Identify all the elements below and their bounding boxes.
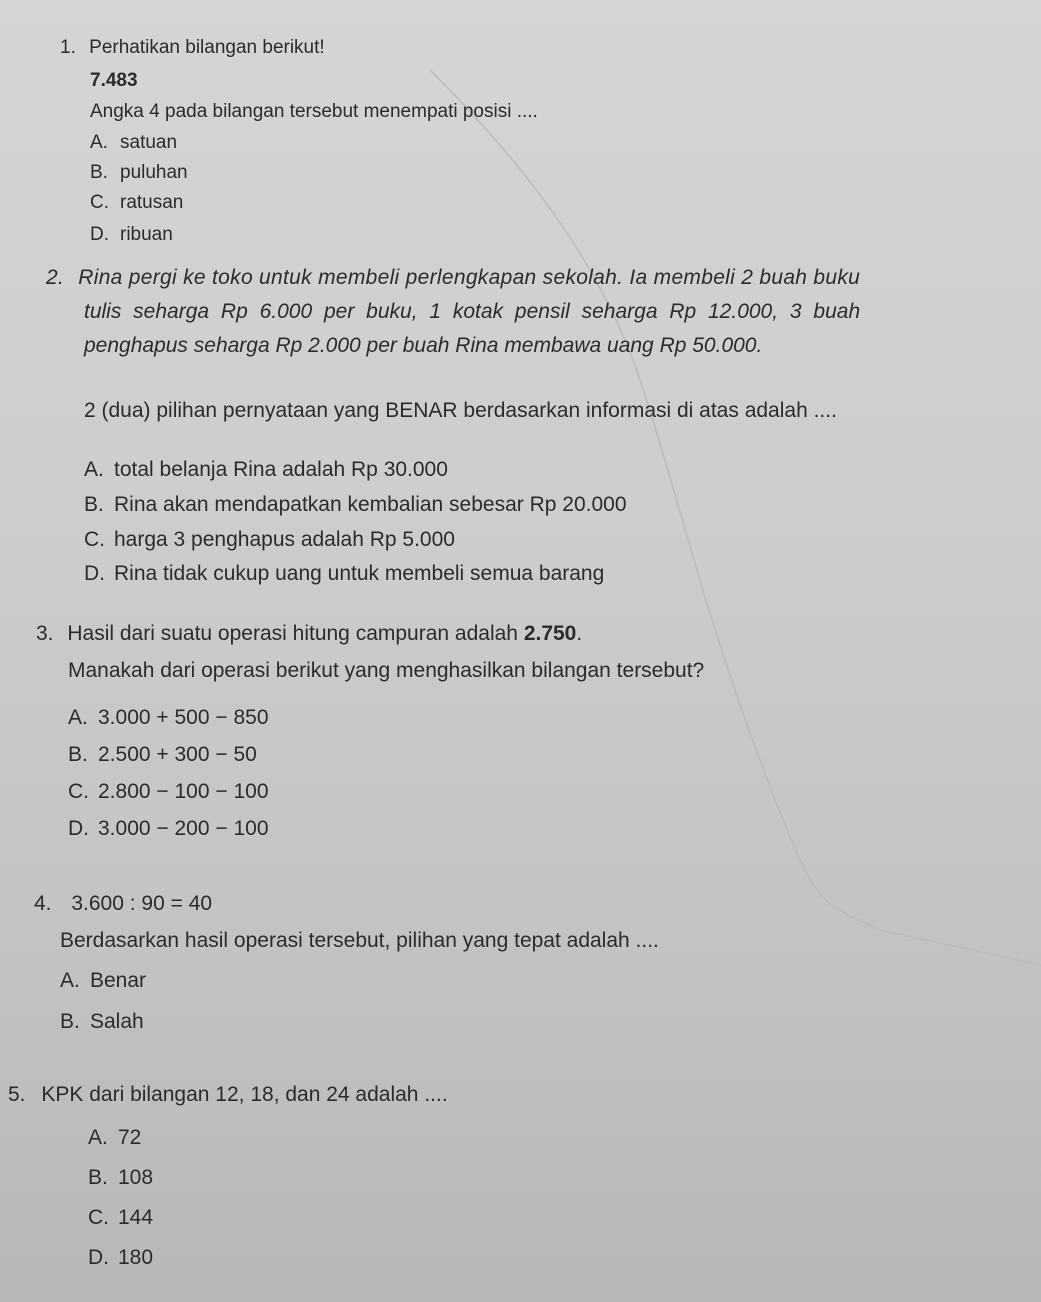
option-letter: C. [88,1206,109,1229]
option-letter: D. [84,562,105,585]
option-text: 144 [118,1206,154,1229]
option-text: 72 [118,1126,142,1149]
option-text: 3.000 + 500 − 850 [98,706,269,729]
option-letter: A. [84,458,104,481]
option-text: 2.500 + 300 − 50 [98,743,257,766]
option-text: 108 [118,1166,154,1189]
question-2-option-c [84,528,455,552]
option-text: Salah [90,1010,144,1033]
option-letter: D. [88,1246,109,1269]
question-1-header [60,37,325,59]
question-1-number: 1. [60,37,76,58]
question-1-option-c [90,192,183,214]
option-text: Benar [90,969,147,992]
question-2-option-b [84,493,627,517]
question-2-option-d [84,562,604,586]
question-3-option-c [68,780,269,804]
question-1-option-a [90,132,177,154]
option-text: Rina tidak cukup uang untuk membeli semua barang [114,562,605,585]
option-letter: A. [90,132,108,153]
option-letter: B. [60,1010,80,1033]
option-letter: B. [84,493,104,516]
option-letter: A. [68,706,88,729]
option-letter: D. [68,817,89,840]
question-3-number: 3. [36,622,54,645]
question-5-option-c [88,1206,153,1230]
option-text: 2.800 − 100 − 100 [98,780,269,803]
question-4-question: Berdasarkan hasil operasi tersebut, pilihan yang tepat adalah .... [60,929,659,952]
option-letter: D. [90,224,109,245]
question-4-option-b [60,1010,144,1034]
option-text: total belanja Rina adalah Rp 30.000 [114,458,448,481]
question-2-text-line-1: 2. Rina pergi ke toko untuk membeli perlengkapan sekolah. Ia membeli 2 buah buku [46,266,861,289]
option-letter: A. [88,1126,108,1149]
question-2-text-line-2: tulis seharga Rp 6.000 per buku, 1 kotak pensil seharga Rp 12.000, 3 buah [84,300,861,323]
option-text: satuan [120,132,178,153]
option-letter: B. [68,743,88,766]
option-letter: C. [84,528,105,551]
question-4-number: 4. [34,892,52,915]
option-letter: A. [60,969,80,992]
option-letter: B. [90,162,108,183]
question-5-question: KPK dari bilangan 12, 18, dan 24 adalah .... [41,1083,448,1106]
option-text: Rina akan mendapatkan kembalian sebesar Rp 20.000 [114,493,627,516]
question-3-value: 2.750 [523,622,577,645]
option-letter: C. [90,192,109,213]
option-letter: C. [68,780,89,803]
question-5-option-d [88,1246,153,1270]
question-3-option-d [68,817,269,841]
question-2-text-line-3: penghapus seharga Rp 2.000 per buah Rina membawa uang Rp 50.000. [84,334,763,357]
option-text: harga 3 penghapus adalah Rp 5.000 [114,528,455,551]
question-3-text: 3. Hasil dari suatu operasi hitung campuran adalah 2.750. [36,622,583,645]
question-5-option-a [88,1126,141,1150]
question-5-question-line [8,1083,448,1107]
option-text: 180 [118,1246,154,1269]
question-5-number: 5. [8,1083,26,1106]
question-1-intro: Perhatikan bilangan berikut! [89,37,325,58]
question-5-option-b [88,1166,153,1190]
question-3-question: Manakah dari operasi berikut yang menghasilkan bilangan tersebut? [68,659,705,682]
question-3-option-b [68,743,257,767]
option-text: puluhan [120,162,188,183]
question-4-option-a [60,969,146,993]
option-text: ribuan [120,224,173,245]
option-text: 3.000 − 200 − 100 [98,817,269,840]
question-1-value: 7.483 [90,70,138,91]
question-2-option-a [84,458,448,482]
option-text: ratusan [120,192,184,213]
question-2-number: 2. [46,266,65,289]
question-1-option-b [90,162,188,184]
option-letter: B. [88,1166,108,1189]
question-4-equation-line [34,892,212,916]
question-4-equation: 3.600 : 90 = 40 [71,892,213,915]
question-2-question: 2 (dua) pilihan pernyataan yang BENAR berdasarkan informasi di atas adalah .... [84,399,837,422]
question-3-option-a [68,706,269,730]
question-1-option-d [90,224,173,246]
question-1-text: Angka 4 pada bilangan tersebut menempati posisi .... [90,101,538,122]
